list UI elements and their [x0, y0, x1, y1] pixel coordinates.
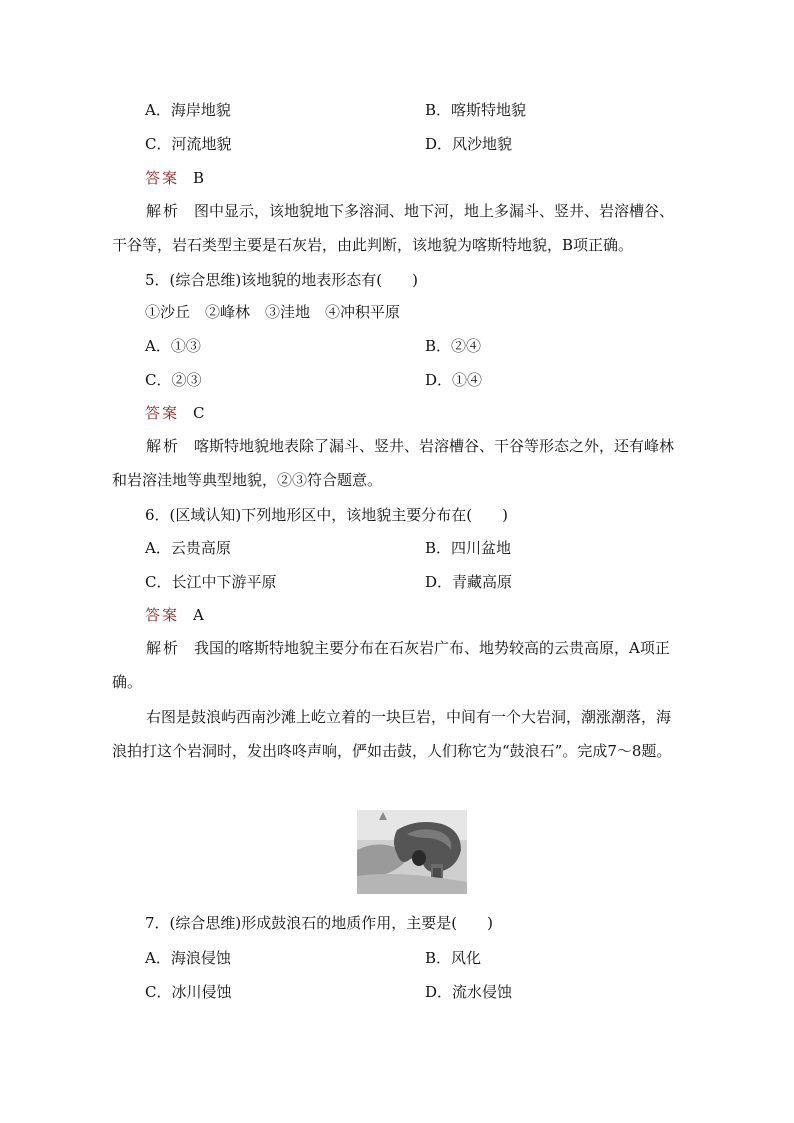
answer-value: A	[193, 606, 204, 624]
q5-option-a: A．①③	[145, 337, 201, 355]
q6-stem: 6．(区域认知)下列地形区中，该地貌主要分布在( )	[145, 506, 508, 524]
q6-option-b: B．四川盆地	[425, 539, 512, 557]
explanation-label: 解析	[146, 437, 181, 455]
q5-option-b: B．②④	[425, 337, 482, 355]
q5-items: ①沙丘 ②峰林 ③洼地 ④冲积平原	[145, 303, 401, 321]
q7-option-b: B．风化	[425, 949, 482, 967]
q6-option-a: A．云贵高原	[145, 539, 231, 557]
answer-label: 答案	[145, 606, 180, 624]
passage-intro: 右图是鼓浪屿西南沙滩上屹立着的一块巨岩，中间有一个大岩洞，潮涨潮落，海浪拍打这个岩洞时，发出咚咚声响，俨如击鼓，人们称它为“鼓浪石”。完成7～8题。	[112, 708, 672, 760]
explanation-text: 喀斯特地貌地表除了漏斗、竖井、岩溶槽谷、干谷等形态之外，还有峰林和岩溶洼地等典型地貌，②③符合题意。	[112, 437, 675, 489]
q7-option-c: C．冰川侵蚀	[145, 983, 232, 1001]
explanation-label: 解析	[146, 639, 181, 657]
q4-answer	[145, 168, 204, 188]
answer-value: B	[193, 169, 205, 187]
answer-value: C	[193, 404, 205, 422]
q5-option-c: C．②③	[145, 371, 202, 389]
q5-stem: 5．(综合思维)该地貌的地表形态有( )	[145, 271, 418, 289]
explanation-text: 我国的喀斯特地貌主要分布在石灰岩广布、地势较高的云贵高原，A项正确。	[112, 639, 670, 691]
q4-option-c: C．河流地貌	[145, 135, 232, 153]
q7-option-a: A．海浪侵蚀	[145, 949, 231, 967]
q4-option-d: D．风沙地貌	[425, 135, 513, 153]
q4-option-b: B．喀斯特地貌	[425, 101, 527, 119]
explanation-text: 图中显示，该地貌地下多溶洞、地下河，地上多漏斗、竖井、岩溶槽谷、干谷等，岩石类型主要是石灰岩，由此判断，该地貌为喀斯特地貌，B项正确。	[112, 202, 675, 254]
q5-answer	[145, 403, 205, 423]
explanation-label: 解析	[146, 202, 181, 220]
q4-explanation	[112, 194, 682, 262]
q5-option-d: D．①④	[425, 371, 483, 389]
q7-stem: 7．(综合思维)形成鼓浪石的地质作用，主要是( )	[145, 914, 493, 932]
answer-label: 答案	[145, 169, 180, 187]
answer-label: 答案	[145, 404, 180, 422]
q6-option-d: D．青藏高原	[425, 573, 513, 591]
q7-option-d: D．流水侵蚀	[425, 983, 513, 1001]
rock-photo-illustration	[357, 810, 467, 894]
q4-option-a: A．海岸地貌	[145, 101, 231, 119]
q6-explanation	[112, 631, 682, 699]
gulangshi-rock-photo	[357, 810, 467, 894]
q6-answer	[145, 605, 204, 625]
q5-explanation	[112, 429, 682, 497]
q6-option-c: C．长江中下游平原	[145, 573, 277, 591]
